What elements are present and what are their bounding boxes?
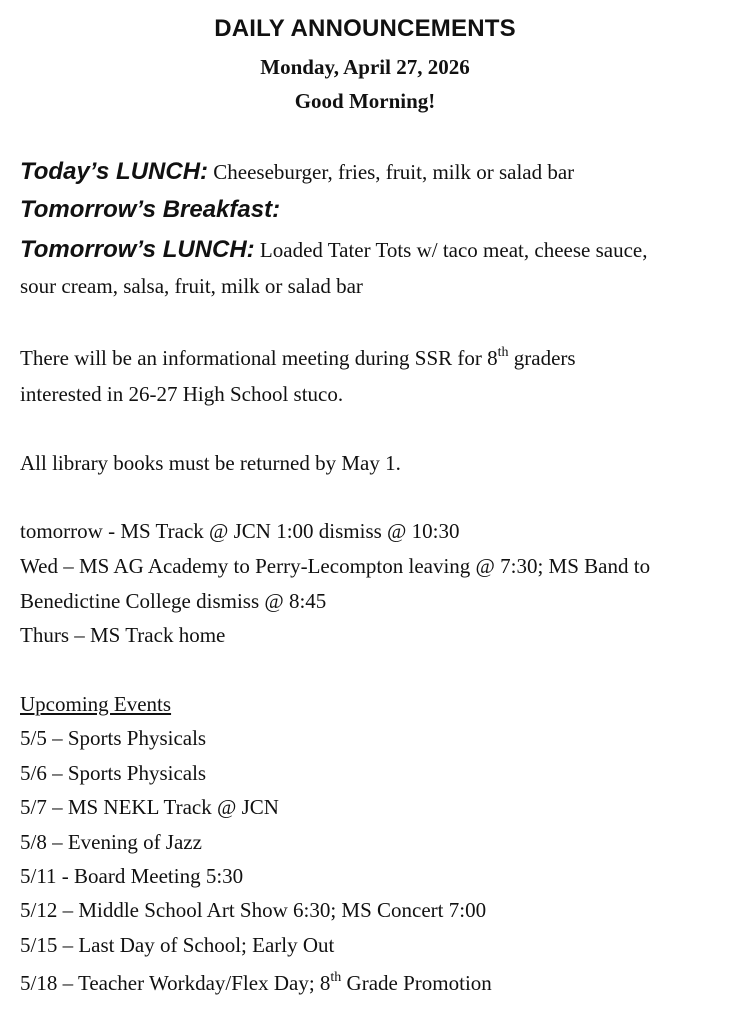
last-event-superscript: th: [330, 970, 342, 985]
library-announcement: All library books must be returned by May 1.: [20, 451, 401, 475]
event-item: 5/6 – Sports Physicals: [20, 761, 207, 785]
meeting-text-post: graders: [508, 346, 576, 370]
event-item: 5/11 - Board Meeting 5:30: [20, 864, 244, 888]
document-date: Monday, April 27, 2026: [260, 55, 470, 79]
schedule-line-wed: Wed – MS AG Academy to Perry-Lecompton leaving @ 7:30; MS Band to: [20, 554, 651, 578]
greeting: Good Morning!: [294, 89, 436, 113]
last-event-text-pre: 5/18 – Teacher Workday/Flex Day; 8: [20, 971, 331, 995]
event-item-last: [20, 971, 492, 996]
event-item: 5/15 – Last Day of School; Early Out: [20, 933, 335, 957]
tomorrow-breakfast-line: [20, 196, 280, 224]
last-event-text-post: Grade Promotion: [341, 971, 492, 995]
tomorrow-lunch-continued: sour cream, salsa, fruit, milk or salad bar: [20, 274, 363, 298]
tomorrow-lunch-label: Tomorrow’s LUNCH:: [20, 236, 255, 263]
today-lunch-text: Cheeseburger, fries, fruit, milk or salad bar: [208, 160, 575, 184]
today-lunch-label: Today’s LUNCH:: [20, 158, 209, 185]
meeting-superscript: th: [497, 345, 509, 360]
schedule-line-wed-cont: Benedictine College dismiss @ 8:45: [20, 589, 327, 613]
upcoming-events-heading: Upcoming Events: [20, 692, 172, 716]
meeting-announcement-line2: interested in 26-27 High School stuco.: [20, 382, 344, 406]
meeting-announcement: [20, 346, 576, 371]
tomorrow-breakfast-label: Tomorrow’s Breakfast:: [20, 196, 281, 223]
event-item: 5/8 – Evening of Jazz: [20, 830, 202, 854]
document-title: DAILY ANNOUNCEMENTS: [214, 15, 516, 42]
tomorrow-lunch-line: [20, 236, 647, 264]
meeting-text-pre: There will be an informational meeting during SSR for 8: [20, 346, 498, 370]
event-item: 5/12 – Middle School Art Show 6:30; MS Concert 7:00: [20, 898, 487, 922]
schedule-line-thurs: Thurs – MS Track home: [20, 623, 226, 647]
tomorrow-lunch-text: Loaded Tater Tots w/ taco meat, cheese sauce,: [254, 238, 648, 262]
today-lunch-line: [20, 158, 574, 186]
schedule-line-tomorrow: tomorrow - MS Track @ JCN 1:00 dismiss @ 10:30: [20, 519, 460, 543]
event-item: 5/7 – MS NEKL Track @ JCN: [20, 795, 279, 819]
event-item: 5/5 – Sports Physicals: [20, 726, 207, 750]
